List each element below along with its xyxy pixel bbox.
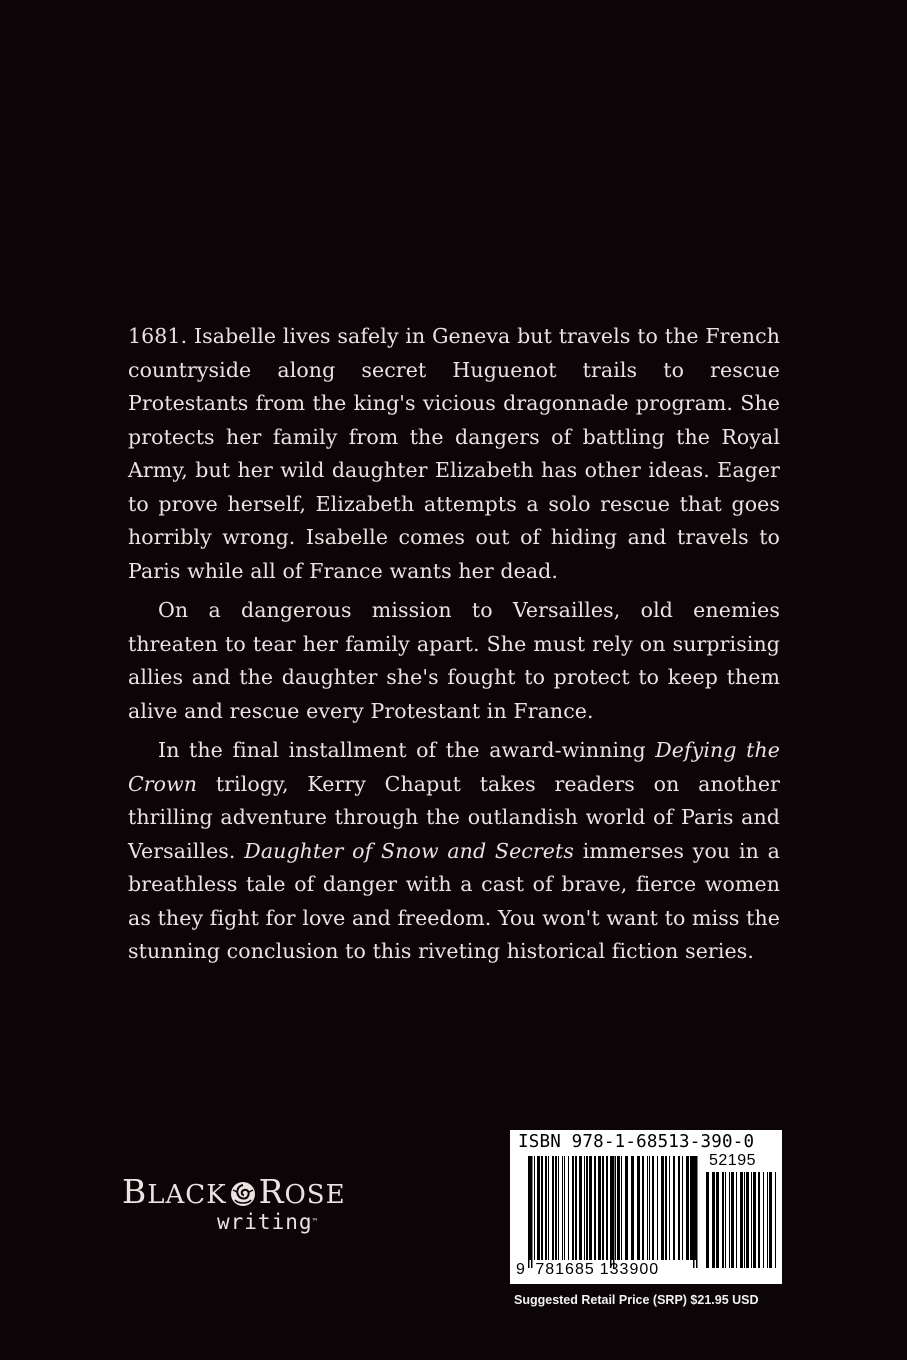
writing-text: writing [217, 1210, 313, 1234]
barcode-bar [682, 1156, 683, 1260]
barcode-bar [722, 1172, 724, 1268]
barcode-bar [763, 1172, 764, 1268]
barcode-bar [606, 1156, 608, 1260]
barcode-bar [665, 1156, 667, 1260]
publisher-logo [122, 1174, 362, 1244]
barcode-bar [625, 1156, 628, 1260]
black-rest: LACK [147, 1180, 227, 1210]
price-addon-digits: 52195 [709, 1152, 756, 1169]
barcode-bar [602, 1156, 604, 1260]
publisher-subtitle [217, 1211, 362, 1233]
barcode-bar [736, 1172, 737, 1268]
barcode-bar [584, 1156, 585, 1260]
barcode-bar [572, 1156, 574, 1260]
ean-first-digit: 9 [516, 1261, 525, 1278]
barcode-guard-bar [528, 1156, 530, 1268]
barcode-bar [758, 1172, 760, 1268]
barcode-bar [594, 1156, 596, 1260]
barcode-bar [534, 1156, 535, 1260]
publisher-name-rose [259, 1174, 346, 1213]
barcode-guard-bar [693, 1156, 695, 1268]
publisher-name-black [122, 1174, 227, 1213]
barcode-bar [548, 1156, 549, 1260]
book-blurb [128, 320, 780, 975]
black-initial: B [122, 1172, 148, 1211]
barcode-bar [637, 1156, 640, 1260]
blurb-paragraph-1: 1681. Isabelle lives safely in Geneva but travels to the French countryside along secret Huguenot trails to rescue Protestants from the king's vicious dragonnade program. She protects her family from the dangers of battling the Royal Army, but her wild daughter Elizabeth has other ideas. Eager to prove herself, Elizabeth attempts a solo rescue that goes horribly wrong. Isabelle comes out of hiding and travels to Paris while all of France wants her dead. [128, 324, 780, 583]
barcode-bar [712, 1172, 715, 1268]
barcode-bar [746, 1172, 749, 1268]
series-title: Defying the Crown [128, 738, 780, 796]
barcode-bar [598, 1156, 601, 1260]
barcode-bar [647, 1156, 648, 1260]
ean-right-digits: 133900 [599, 1261, 660, 1278]
barcode-bar [649, 1156, 650, 1260]
barcode-bar [617, 1156, 620, 1260]
barcode-bar [615, 1156, 616, 1260]
isbn-label: ISBN 978-1-68513-390-0 [518, 1132, 755, 1152]
barcode-bar [579, 1156, 582, 1260]
barcode-bar [661, 1156, 664, 1260]
barcode-bar [769, 1172, 772, 1268]
barcode-bar [744, 1172, 745, 1268]
barcode-bar [586, 1156, 588, 1260]
ean-left-digits: 781685 [535, 1261, 595, 1278]
isbn-barcode [510, 1130, 782, 1284]
barcode-guard-bar [610, 1156, 612, 1268]
barcode-bar [686, 1156, 689, 1260]
blurb-text: trilogy, Kerry Chaput takes readers on another thrilling adventure through the outlandish world of Paris and Versailles. [128, 771, 780, 863]
blurb-paragraph-2: On a dangerous mission to Versailles, old enemies threaten to tear her family apart. She must rely on surprising allies and the daughter she's fought to protect to keep them alive and rescue every Protestant in France. [128, 598, 780, 723]
book-title: Daughter of Snow and Secrets [244, 838, 574, 863]
barcode-bar [751, 1172, 752, 1268]
barcode-bar [558, 1156, 559, 1260]
barcode-bar [775, 1172, 776, 1268]
barcode-bar [673, 1156, 675, 1260]
barcode-bar [552, 1156, 554, 1260]
retail-price: Suggested Retail Price (SRP) $21.95 USD [514, 1293, 759, 1307]
barcode-bar [652, 1156, 654, 1260]
publisher-wordmark [122, 1174, 362, 1213]
barcode-guard-bar [531, 1156, 533, 1268]
barcode-bar [631, 1156, 634, 1260]
rose-icon [229, 1180, 257, 1208]
barcode-bar [678, 1156, 680, 1260]
barcode-bar [555, 1156, 557, 1260]
barcode-bar [562, 1156, 563, 1260]
barcode-bar [669, 1156, 670, 1260]
barcode-bar [621, 1156, 622, 1260]
barcode-bar [706, 1172, 709, 1268]
barcode-bar [690, 1156, 693, 1260]
barcode-bar [541, 1156, 543, 1260]
barcode-bar [564, 1156, 565, 1260]
barcode-bar [657, 1156, 658, 1260]
barcode-bar [642, 1156, 644, 1260]
blurb-paragraph-3 [128, 734, 780, 969]
barcode-bar [731, 1172, 734, 1268]
trademark: ™ [312, 1217, 319, 1226]
blurb-text: In the final installment of the award-winning [158, 738, 656, 762]
barcode-bar [767, 1172, 768, 1268]
barcode-guard-bar [696, 1156, 698, 1268]
barcode-bar [568, 1156, 569, 1260]
ean-digits [516, 1261, 659, 1279]
rose-initial: R [258, 1172, 285, 1211]
barcode-bar [537, 1156, 540, 1260]
barcode-bar [575, 1156, 577, 1260]
blurb-text: immerses you in a breathless tale of danger with a cast of brave, fierce women as they fight for love and freedom. You won't want to miss the stunning conclusion to this riveting historical fiction series. [128, 838, 780, 963]
barcode-bar [740, 1172, 743, 1268]
barcode-bar [545, 1156, 547, 1260]
barcode-bar [725, 1172, 726, 1268]
barcode-guard-bar [613, 1156, 615, 1268]
rose-rest: OSE [284, 1180, 346, 1210]
barcode-bar [753, 1172, 756, 1268]
barcode-bar [716, 1172, 719, 1268]
barcode-bar [589, 1156, 592, 1260]
barcode-bar [729, 1172, 730, 1268]
